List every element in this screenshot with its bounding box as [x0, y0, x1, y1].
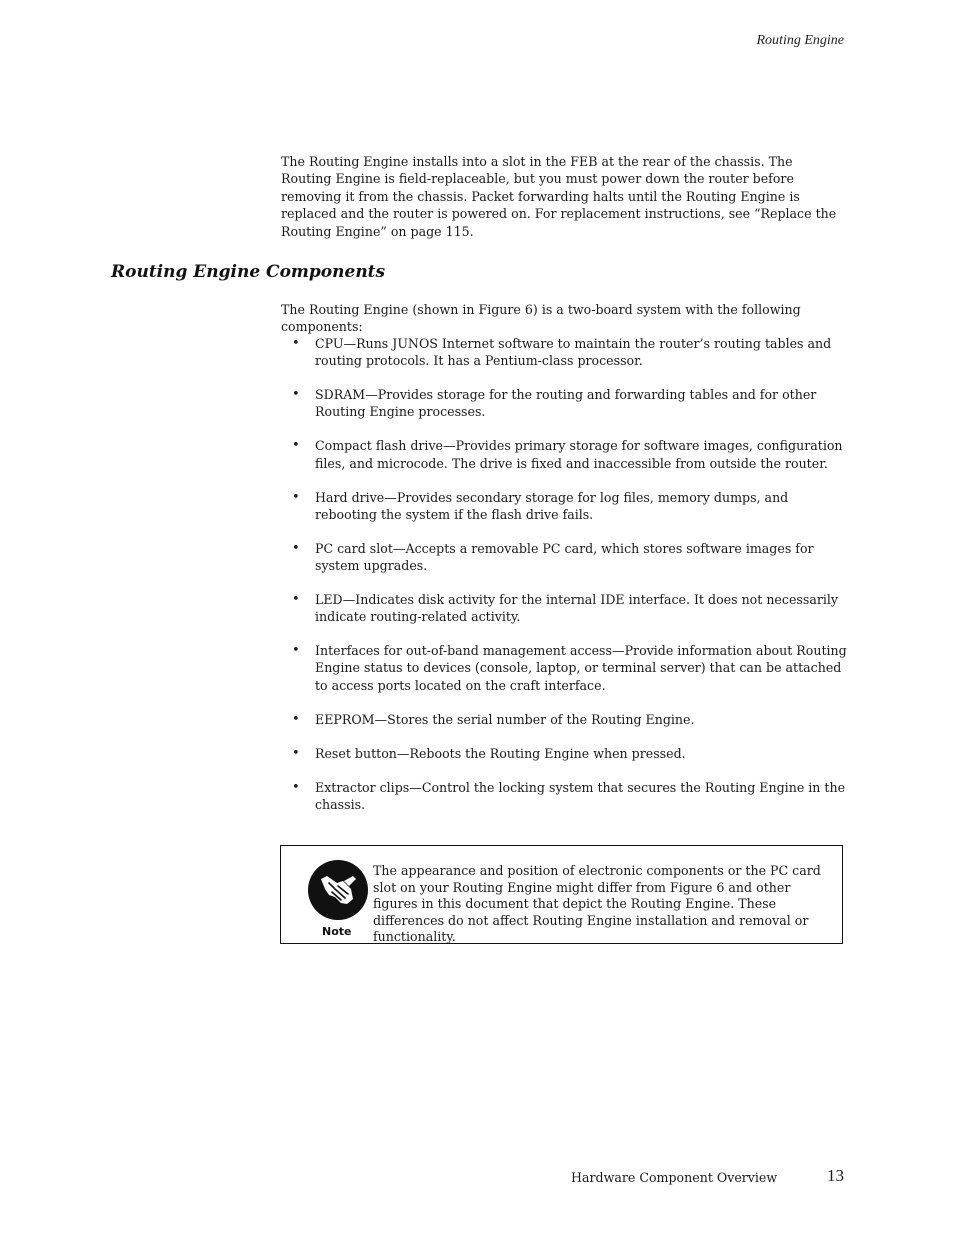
- list-item: [281, 386, 851, 420]
- page-number: 13: [827, 1166, 844, 1185]
- bullet-icon: •: [292, 745, 300, 761]
- bullet-icon: •: [292, 336, 300, 351]
- section-heading: Routing Engine Components: [111, 262, 386, 282]
- list-item: [281, 745, 851, 762]
- list-item-text: SDRAM—Provides storage for the routing and forwarding tables and for other Routing Engine processes.: [315, 387, 817, 420]
- list-item-text: Compact flash drive—Provides primary storage for software images, configuration files, and microcode. The drive is fixed and inaccessible from outside the router.: [315, 438, 843, 471]
- bullet-icon: •: [292, 643, 300, 659]
- list-item: [281, 642, 851, 694]
- list-item-text: EEPROM—Stores the serial number of the Routing Engine.: [315, 711, 695, 727]
- list-item-text: Interfaces for out-of-band management access—Provide information about Routing Engine status to devices (console, laptop, or terminal server) that can be attached to access ports located on the craft interface.: [315, 643, 847, 693]
- list-item-text: Hard drive—Provides secondary storage for log files, memory dumps, and rebooting the system if the flash drive fails.: [315, 489, 789, 522]
- list-item: [281, 779, 851, 813]
- component-list: [281, 335, 851, 830]
- note-hand-icon: [307, 859, 369, 921]
- list-item: [281, 540, 851, 574]
- note-box: [280, 845, 843, 944]
- list-item: [281, 437, 851, 471]
- note-text: The appearance and position of electronic components or the PC card slot on your Routing Engine might differ from Figure 6 and other figures in this document that depict the Routing Engine. These differences do not affect Routing Engine installation and removal or functionality.: [373, 863, 821, 945]
- note-label: Note: [322, 925, 352, 938]
- bullet-icon: •: [292, 592, 300, 608]
- list-item-text: PC card slot—Accepts a removable PC card, which stores software images for system upgrades.: [315, 540, 814, 574]
- list-item-text: Reset button—Reboots the Routing Engine when pressed.: [315, 745, 686, 761]
- bullet-icon: •: [292, 489, 300, 505]
- bullet-icon: •: [292, 779, 300, 795]
- list-item-text: Extractor clips—Control the locking system that secures the Routing Engine in the chassis.: [315, 779, 846, 812]
- bullet-icon: •: [292, 540, 300, 556]
- section-lead: The Routing Engine (shown in Figure 6) is a two-board system with the following components:: [281, 302, 801, 335]
- list-item-text: CPU—Runs JUNOS Internet software to maintain the router’s routing tables and routing protocols. It has a Pentium-class processor.: [315, 336, 832, 369]
- footer-title: Hardware Component Overview: [571, 1170, 778, 1185]
- list-item: [281, 489, 851, 523]
- bullet-icon: •: [292, 711, 300, 727]
- list-item: [281, 335, 851, 369]
- list-item: [281, 591, 851, 625]
- bullet-icon: •: [292, 438, 300, 454]
- intro-paragraph: The Routing Engine installs into a slot in the FEB at the rear of the chassis. The Routing Engine is field-replaceable, but you must power down the router before removing it from the chassis. Packet forwarding halts until the Routing Engine is replaced and the router is powered on. For replacement instructions, see “Replace the Routing Engine” on page 115.: [281, 154, 837, 239]
- list-item: [281, 711, 851, 728]
- bullet-icon: •: [292, 387, 300, 403]
- list-item-text: LED—Indicates disk activity for the internal IDE interface. It does not necessarily indicate routing-related activity.: [315, 592, 839, 625]
- running-head: Routing Engine: [756, 33, 844, 48]
